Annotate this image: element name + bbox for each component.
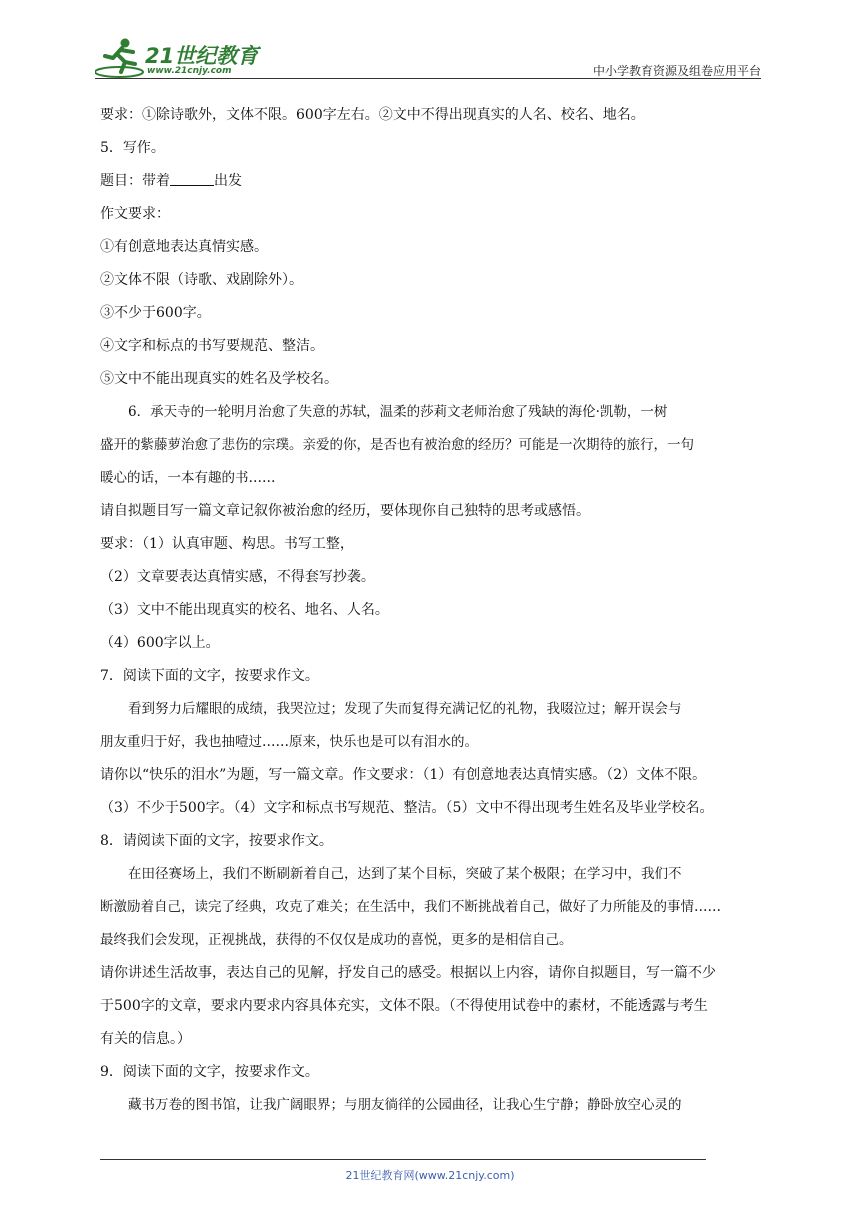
text-line: 要求：①除诗歌外，文体不限。600字左右。②文中不得出现真实的人名、校名、地名。 [100, 107, 645, 123]
platform-name: 中小学教育资源及组卷应用平台 [592, 64, 761, 78]
text-line: 作文要求： [100, 206, 170, 222]
text-line: 于500字的文章，要求内要求内容具体充实，文体不限。（不得使用试卷中的素材，不能透露与考生 [100, 998, 708, 1014]
text-line: 在田径赛场上，我们不断刷新着自己，达到了某个目标，突破了某个极限；在学习中，我们不 [128, 866, 682, 882]
question-heading: 7．阅读下面的文字，按要求作文。 [100, 668, 319, 684]
fill-blank [170, 171, 214, 186]
footer-link[interactable]: 21世纪教育网(www.21cnjy.com) [345, 1169, 515, 1182]
text-line: 断激励着自己，读完了经典，攻克了难关；在生活中，我们不断挑战着自己，做好了力所能及的事情…… [100, 899, 721, 915]
header-divider [95, 78, 761, 79]
question-heading: 8．请阅读下面的文字，按要求作文。 [100, 833, 333, 849]
text-line: 最终我们会发现，正视挑战，获得的不仅仅是成功的喜悦，更多的是相信自己。 [100, 932, 573, 948]
text-line: 请你以“快乐的泪水”为题，写一篇文章。作文要求：（1）有创意地表达真情实感。（2）文体不限。 [100, 767, 707, 783]
question-heading: 9．阅读下面的文字，按要求作文。 [100, 1064, 319, 1080]
text-line: 请你讲述生活故事，表达自己的见解，抒发自己的感受。根据以上内容，请你自拟题目，写一篇不少 [100, 965, 716, 981]
text-line: 暖心的话，一本有趣的书…… [100, 470, 276, 486]
text-line: 请自拟题目写一篇文章记叙你被治愈的经历，要体现你自己独特的思考或感悟。 [100, 503, 590, 519]
text-line: 朋友重归于好，我也抽噎过……原来，快乐也是可以有泪水的。 [100, 734, 478, 750]
footer-divider [100, 1159, 706, 1160]
text-line: 要求：（1）认真审题、构思。书写工整， [100, 536, 354, 552]
question-heading: 6．承天寺的一轮明月治愈了失意的苏轼，温柔的莎莉文老师治愈了残缺的海伦·凯勒，一树 [128, 404, 668, 420]
title-prefix: 题目：带着 [100, 173, 170, 189]
text-line: （3）文中不能出现真实的校名、地名、人名。 [100, 602, 389, 618]
text-line: 藏书万卷的图书馆，让我广阔眼界；与朋友徜徉的公园曲径，让我心生宁静；静卧放空心灵的 [128, 1097, 682, 1113]
runner-logo-icon [95, 36, 147, 80]
text-line: ③不少于600字。 [100, 305, 211, 321]
logo-text: 21世纪教育 [145, 44, 259, 68]
question-heading: 5．写作。 [100, 140, 165, 156]
text-line [100, 165, 762, 198]
logo-url: www.21cnjy.com [147, 66, 232, 76]
text-line: ①有创意地表达真情实感。 [100, 239, 268, 255]
text-line: ④文字和标点的书写要规范、整洁。 [100, 338, 324, 354]
document-body [100, 99, 762, 1122]
text-line: ②文体不限（诗歌、戏剧除外）。 [100, 272, 303, 288]
text-line: 盛开的紫藤萝治愈了悲伤的宗璞。亲爱的你，是否也有被治愈的经历？可能是一次期待的旅行，一句 [100, 437, 694, 453]
text-line: （2）文章要表达真情实感，不得套写抄袭。 [100, 569, 375, 585]
title-suffix: 出发 [214, 173, 242, 189]
logo [95, 36, 295, 80]
text-line: （3）不少于500字。（4）文字和标点书写规范、整洁。（5）文中不得出现考生姓名及毕业学校名。 [100, 800, 714, 816]
text-line: 看到努力后耀眼的成绩，我哭泣过；发现了失而复得充满记忆的礼物，我啜泣过；解开误会与 [128, 701, 682, 717]
page-header [95, 30, 761, 80]
text-line: 有关的信息。） [100, 1031, 191, 1047]
text-line: （4）600字以上。 [100, 635, 220, 651]
text-line: ⑤文中不能出现真实的姓名及学校名。 [100, 371, 338, 387]
